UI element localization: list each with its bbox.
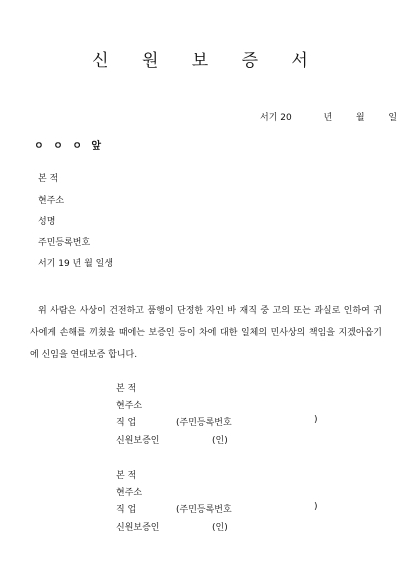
guarantor-1-id-close: ) (314, 415, 318, 425)
document-title: 신 원 보 증 서 (92, 51, 322, 71)
guarantor-1-domicile: 본 적 (116, 384, 137, 394)
guarantor-2-name-label: 신원보증인 (116, 523, 160, 533)
guarantor-1-seal: (인) (212, 436, 228, 446)
person-domicile: 본 적 (38, 174, 59, 184)
person-name: 성명 (38, 217, 56, 227)
guarantor-2-address: 현주소 (116, 488, 143, 498)
guarantor-2-seal: (인) (212, 523, 228, 533)
date-month: 월 (355, 113, 365, 123)
person-birth: 서기 19 년 월 일생 (38, 259, 114, 269)
addressee: ㅇ ㅇ ㅇ 앞 (34, 141, 105, 152)
date-line (260, 110, 397, 123)
guarantor-2-domicile: 본 적 (116, 471, 137, 481)
guarantor-2-job: 직 업 (116, 505, 137, 515)
guarantor-2-id-close: ) (314, 502, 318, 512)
date-year: 년 (323, 113, 333, 123)
guarantor-1-address: 현주소 (116, 401, 143, 411)
guarantee-statement: 위 사람은 사상이 건전하고 품행이 단정한 자인 바 재직 중 고의 또는 과실로 인하여 귀사에게 손해를 끼쳤을 때에는 보증인 등이 차에 대한 일체의 민사상의 책임을 지겠아옵기에 신임을 연대보증 합니다. (30, 306, 382, 360)
guarantor-1-name-label: 신원보증인 (116, 436, 160, 446)
date-day: 일 (388, 113, 398, 123)
guarantor-1-id-label: (주민등록번호 (176, 418, 232, 428)
date-era: 서기 20 (260, 113, 292, 123)
person-id-number: 주민등록번호 (38, 238, 91, 248)
guarantor-2-id-label: (주민등록번호 (176, 505, 232, 515)
guarantor-1-job: 직 업 (116, 418, 137, 428)
person-address: 현주소 (38, 196, 65, 206)
